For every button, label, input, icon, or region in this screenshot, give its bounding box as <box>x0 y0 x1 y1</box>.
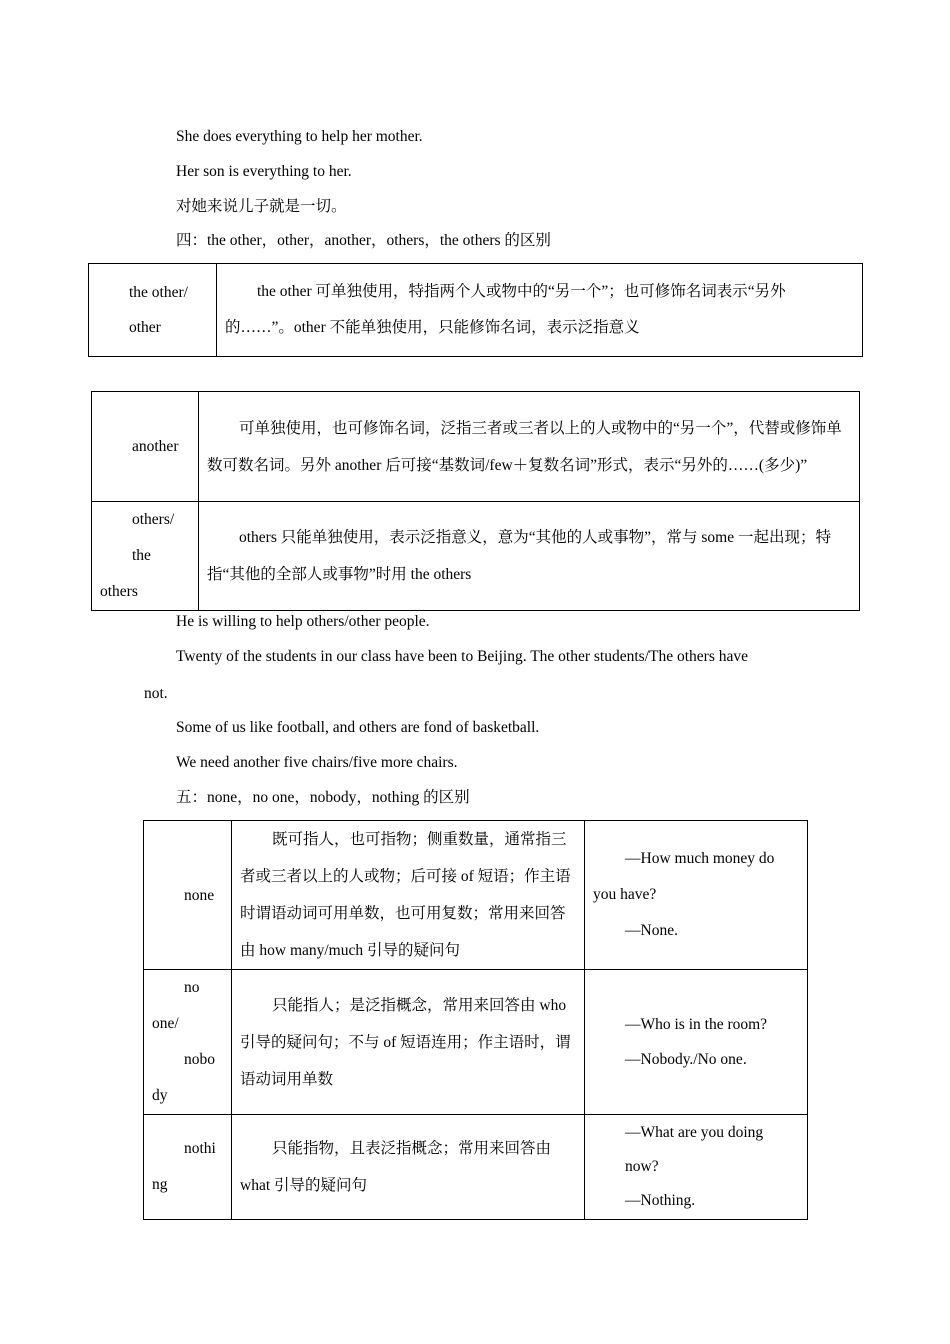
example-nothing-a: —Nothing. <box>625 1192 696 1209</box>
cell-desc-nobody <box>232 970 585 1115</box>
desc-nobody: 只能指人；是泛指概念，常用来回答由 who 引导的疑问句；不与 of 短语连用；作主语时，谓语动词用单数 <box>240 996 571 1088</box>
label-none: none <box>184 886 215 904</box>
cell-label-others <box>92 502 199 611</box>
table-the-other <box>88 263 863 357</box>
desc-another: 可单独使用，也可修饰名词，泛指三者或三者以上的人或物中的“另一个”，代替或修饰单数可数名词。另外 another 后可接“基数词/few＋复数名词”形式，表示“另外的……(多少)” <box>207 419 842 474</box>
label-nobo: nobo <box>184 1051 215 1068</box>
example-none-a: —None. <box>625 922 678 939</box>
desc-nothing: 只能指物，且表泛指概念；常用来回答由 what 引导的疑问句 <box>240 1140 552 1194</box>
cell-label-none <box>144 821 232 970</box>
intro-line-1: She does everything to help her mother. <box>176 128 423 145</box>
label-ng: ng <box>152 1176 168 1193</box>
label-the: the <box>132 547 151 564</box>
example-line-5: We need another five chairs/five more chairs. <box>176 754 458 771</box>
example-nothing-q2: now? <box>625 1158 659 1175</box>
cell-label-another <box>92 392 199 502</box>
intro-line-3: 对她来说儿子就是一切。 <box>176 198 347 215</box>
example-nobody-q: —Who is in the room? <box>625 1016 768 1033</box>
cell-example-nothing <box>585 1115 808 1220</box>
example-none-q1: —How much money do <box>625 850 775 867</box>
cell-desc-nothing <box>232 1115 585 1220</box>
cell-example-nobody <box>585 970 808 1115</box>
section-heading-5: 五：none，no one，nobody，nothing 的区别 <box>176 789 470 806</box>
cell-example-none <box>585 821 808 970</box>
example-none-q2: you have? <box>593 886 657 903</box>
cell-desc-the-other <box>217 264 863 357</box>
section-heading-4: 四：the other，other，another，others，the others 的区别 <box>176 232 551 249</box>
intro-line-2: Her son is everything to her. <box>176 163 352 180</box>
label-dy: dy <box>152 1087 168 1104</box>
cell-label-nothing <box>144 1115 232 1220</box>
cell-desc-none <box>232 821 585 970</box>
table-none <box>143 820 808 1220</box>
desc-others: others 只能单独使用，表示泛指意义，意为“其他的人或事物”，常与 some 一起出现；特指“其他的全部人或事物”时用 the others <box>207 529 831 583</box>
label-no: no <box>184 979 200 996</box>
example-line-3: not. <box>144 685 168 702</box>
example-nothing-q1: —What are you doing <box>625 1124 764 1141</box>
label-others: others/ <box>132 511 175 528</box>
label-others-2: others <box>100 583 138 600</box>
cell-label-nobody <box>144 970 232 1115</box>
cell-label-the-other <box>89 264 217 357</box>
desc-none: 既可指人，也可指物；侧重数量，通常指三者或三者以上的人或物；后可接 of 短语；作主语时谓语动词可用单数，也可用复数；常用来回答由 how many/much 引导的疑问句 <box>240 831 571 959</box>
label-one: one/ <box>152 1015 179 1032</box>
example-line-1: He is willing to help others/other people. <box>176 613 430 630</box>
label-another: another <box>132 438 179 455</box>
label-the-other: the other/ <box>129 284 188 301</box>
example-nobody-a: —Nobody./No one. <box>625 1051 747 1068</box>
cell-desc-another <box>199 392 860 502</box>
cell-desc-others <box>199 502 860 611</box>
example-line-2: Twenty of the students in our class have been to Beijing. The other students/The others have <box>176 648 748 665</box>
example-line-4: Some of us like football, and others are fond of basketball. <box>176 719 540 736</box>
label-nothi: nothi <box>184 1140 216 1157</box>
label-other: other <box>129 319 161 336</box>
desc-the-other: the other 可单独使用，特指两个人或物中的“另一个”；也可修饰名词表示“另外的……”。other 不能单独使用，只能修饰名词，表示泛指意义 <box>225 283 786 336</box>
table-another <box>91 391 860 611</box>
